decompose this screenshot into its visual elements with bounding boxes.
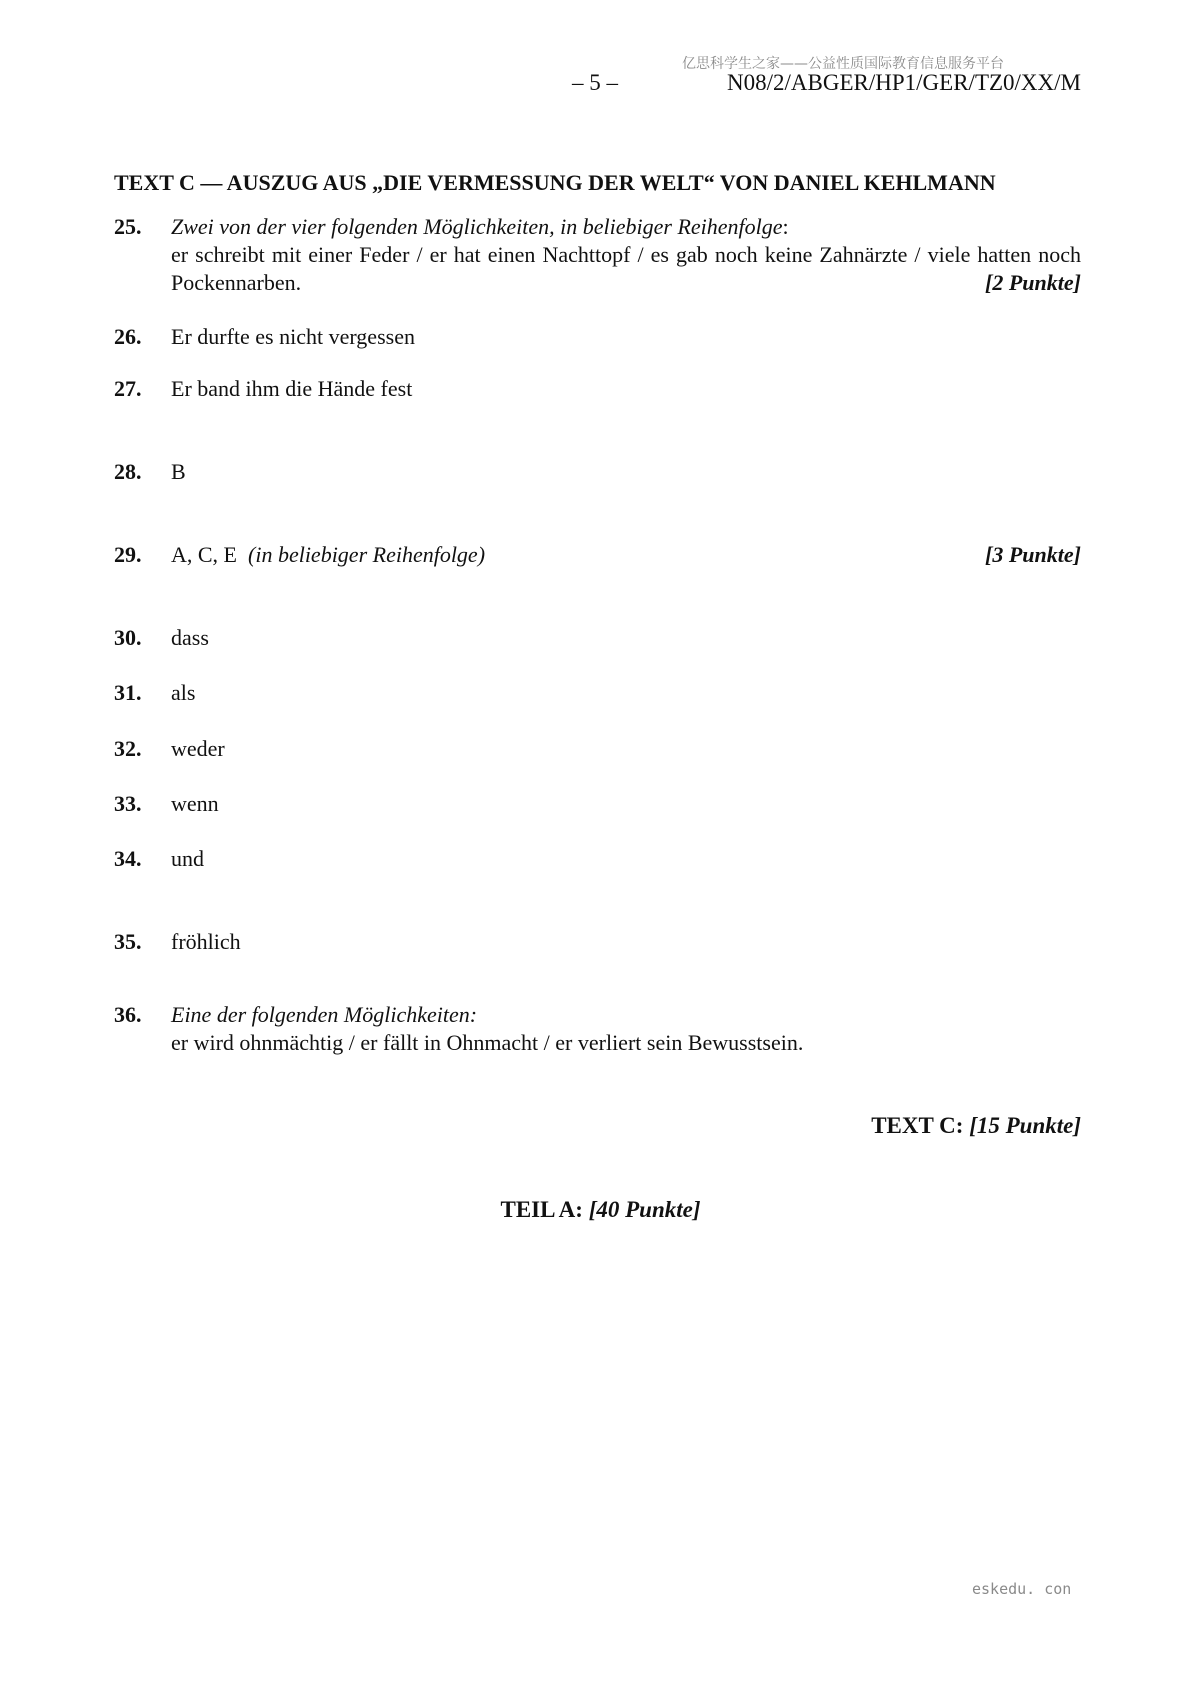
item-answer: fröhlich [171, 929, 241, 954]
answer-item-34 [114, 845, 1081, 873]
item-answer: wenn [171, 791, 219, 816]
item-number: 33. [114, 791, 142, 816]
item-number: 32. [114, 736, 142, 761]
item-number: 30. [114, 625, 142, 650]
item-points: [2 Punkte] [985, 270, 1081, 295]
item-number: 25. [114, 214, 142, 239]
item-number: 35. [114, 929, 142, 954]
item-answer: B [171, 459, 186, 484]
item-answer: er schreibt mit einer Feder / er hat einen Nachttopf / es gab noch keine Zahnärzte / viele hatten noch Pockennarben. [171, 242, 1081, 295]
item-answer: und [171, 846, 204, 871]
answer-item-28 [114, 458, 1081, 486]
header-watermark: 亿思科学生之家——公益性质国际教育信息服务平台 [682, 56, 1004, 72]
section-heading: TEXT C — AUSZUG AUS „DIE VERMESSUNG DER WELT“ VON DANIEL KEHLMANN [114, 170, 996, 195]
item-number: 28. [114, 459, 142, 484]
item-number: 29. [114, 542, 142, 567]
item-answer: Er band ihm die Hände fest [171, 376, 413, 401]
document-code: N08/2/ABGER/HP1/GER/TZ0/XX/M [727, 70, 1081, 95]
item-answer: A, C, E (in beliebiger Reihenfolge) [171, 542, 486, 567]
item-note: (in beliebiger Reihenfolge) [248, 542, 486, 567]
item-number: 31. [114, 680, 142, 705]
item-answer: Er durfte es nicht vergessen [171, 324, 415, 349]
item-answer: er wird ohnmächtig / er fällt in Ohnmacht / er verliert sein Bewusstsein. [171, 1030, 804, 1055]
answer-item-33 [114, 790, 1081, 818]
item-answer: weder [171, 736, 225, 761]
answer-item-31 [114, 679, 1081, 707]
item-points: [3 Punkte] [985, 542, 1081, 567]
answer-item-26 [114, 323, 1081, 351]
answer-item-36 [114, 1001, 1081, 1057]
answer-item-25 [114, 213, 1081, 297]
answer-item-30 [114, 624, 1081, 652]
item-answer: als [171, 680, 196, 705]
footer-watermark: eskedu. con [972, 1580, 1072, 1598]
item-number: 26. [114, 324, 142, 349]
item-answer: dass [171, 625, 209, 650]
answer-item-32 [114, 735, 1081, 763]
answer-item-29 [114, 541, 1081, 569]
answer-item-27 [114, 375, 1081, 403]
page-number: – 5 – [572, 70, 618, 95]
item-number: 34. [114, 846, 142, 871]
teil-a-total: TEIL A: [40 Punkte] [500, 1197, 701, 1222]
answer-item-35 [114, 928, 1081, 956]
item-number: 36. [114, 1002, 142, 1027]
item-instruction: Eine der folgenden Möglichkeiten: [171, 1002, 478, 1027]
item-instruction: Zwei von der vier folgenden Möglichkeiten, in beliebiger Reihenfolge: [171, 214, 789, 239]
item-number: 27. [114, 376, 142, 401]
text-c-total: TEXT C: [15 Punkte] [871, 1113, 1081, 1138]
